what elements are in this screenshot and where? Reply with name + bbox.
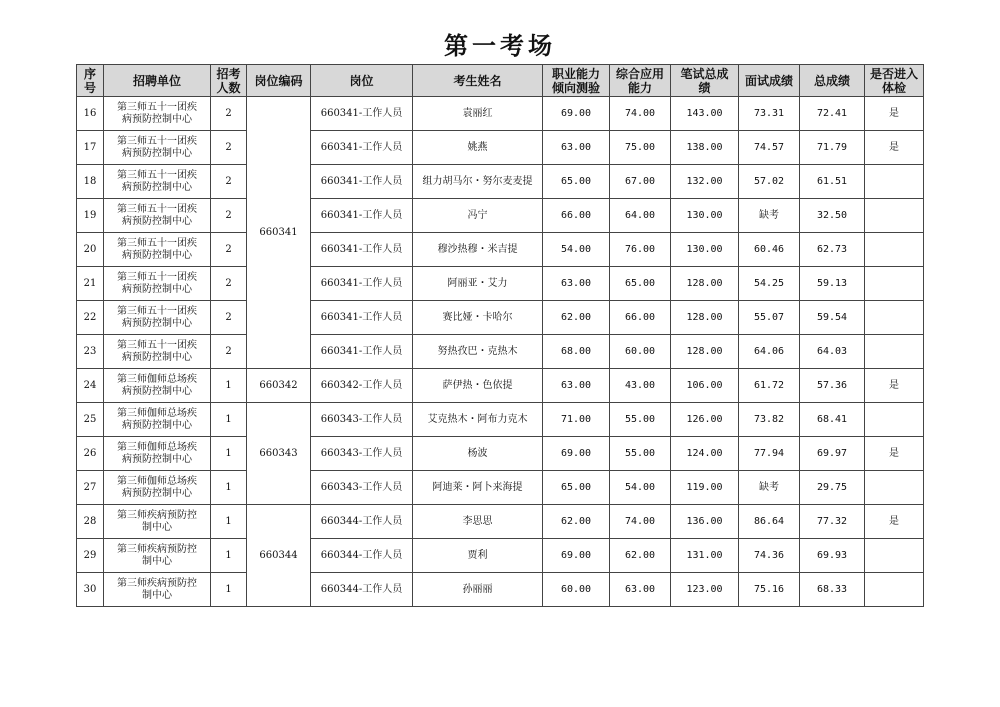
cell-exam: 是: [865, 131, 924, 165]
cell-post: 660341-工作人员: [311, 233, 413, 267]
cell-unit: 第三师疾病预防控 制中心: [104, 539, 211, 573]
cell-applied: 76.00: [610, 233, 671, 267]
cell-aptitude: 63.00: [543, 131, 610, 165]
cell-written: 128.00: [671, 335, 739, 369]
cell-no: 21: [77, 267, 104, 301]
score-table: [76, 64, 924, 607]
cell-code: 660344: [247, 505, 311, 607]
cell-no: 26: [77, 437, 104, 471]
cell-unit: 第三师五十一团疾 病预防控制中心: [104, 301, 211, 335]
cell-name: 贾利: [413, 539, 543, 573]
cell-total: 64.03: [800, 335, 865, 369]
cell-written: 143.00: [671, 97, 739, 131]
cell-post: 660344-工作人员: [311, 505, 413, 539]
cell-aptitude: 69.00: [543, 437, 610, 471]
cell-total: 68.33: [800, 573, 865, 607]
cell-written: 126.00: [671, 403, 739, 437]
cell-no: 29: [77, 539, 104, 573]
cell-count: 2: [211, 165, 247, 199]
cell-applied: 43.00: [610, 369, 671, 403]
table-row: [77, 539, 924, 573]
cell-exam: [865, 335, 924, 369]
cell-no: 24: [77, 369, 104, 403]
cell-applied: 75.00: [610, 131, 671, 165]
cell-exam: [865, 165, 924, 199]
cell-count: 1: [211, 471, 247, 505]
cell-written: 119.00: [671, 471, 739, 505]
cell-code: 660341: [247, 97, 311, 369]
header-aptitude: 职业能力 倾向测验: [543, 65, 610, 97]
cell-total: 32.50: [800, 199, 865, 233]
cell-written: 128.00: [671, 267, 739, 301]
cell-post: 660341-工作人员: [311, 267, 413, 301]
cell-exam: [865, 267, 924, 301]
cell-no: 19: [77, 199, 104, 233]
cell-post: 660341-工作人员: [311, 165, 413, 199]
cell-unit: 第三师伽师总场疾 病预防控制中心: [104, 437, 211, 471]
table-row: [77, 233, 924, 267]
cell-applied: 62.00: [610, 539, 671, 573]
header-unit: 招聘单位: [104, 65, 211, 97]
cell-interview: 64.06: [739, 335, 800, 369]
table-row: [77, 97, 924, 131]
cell-written: 123.00: [671, 573, 739, 607]
cell-aptitude: 65.00: [543, 471, 610, 505]
cell-interview: 缺考: [739, 199, 800, 233]
cell-no: 30: [77, 573, 104, 607]
cell-name: 阿丽亚・艾力: [413, 267, 543, 301]
cell-exam: [865, 471, 924, 505]
table-row: [77, 131, 924, 165]
cell-interview: 57.02: [739, 165, 800, 199]
cell-count: 1: [211, 403, 247, 437]
cell-applied: 63.00: [610, 573, 671, 607]
cell-count: 1: [211, 437, 247, 471]
cell-post: 660341-工作人员: [311, 97, 413, 131]
table-row: [77, 471, 924, 505]
cell-post: 660343-工作人员: [311, 471, 413, 505]
table-row: [77, 403, 924, 437]
header-interview: 面试成绩: [739, 65, 800, 97]
table-row: [77, 165, 924, 199]
cell-count: 2: [211, 131, 247, 165]
cell-count: 1: [211, 539, 247, 573]
cell-unit: 第三师五十一团疾 病预防控制中心: [104, 131, 211, 165]
cell-interview: 74.57: [739, 131, 800, 165]
cell-exam: 是: [865, 505, 924, 539]
cell-total: 29.75: [800, 471, 865, 505]
cell-aptitude: 63.00: [543, 267, 610, 301]
cell-post: 660344-工作人员: [311, 539, 413, 573]
cell-no: 27: [77, 471, 104, 505]
header-code: 岗位编码: [247, 65, 311, 97]
cell-name: 萨伊热・色依提: [413, 369, 543, 403]
cell-written: 130.00: [671, 233, 739, 267]
cell-unit: 第三师伽师总场疾 病预防控制中心: [104, 369, 211, 403]
table-header-row: [77, 65, 924, 97]
cell-name: 努热孜巴・克热木: [413, 335, 543, 369]
cell-interview: 60.46: [739, 233, 800, 267]
cell-aptitude: 62.00: [543, 301, 610, 335]
cell-name: 冯宁: [413, 199, 543, 233]
cell-post: 660341-工作人员: [311, 335, 413, 369]
cell-applied: 54.00: [610, 471, 671, 505]
cell-post: 660343-工作人员: [311, 437, 413, 471]
cell-total: 77.32: [800, 505, 865, 539]
cell-applied: 60.00: [610, 335, 671, 369]
cell-exam: [865, 233, 924, 267]
cell-no: 17: [77, 131, 104, 165]
cell-unit: 第三师五十一团疾 病预防控制中心: [104, 335, 211, 369]
cell-exam: [865, 199, 924, 233]
cell-aptitude: 71.00: [543, 403, 610, 437]
cell-interview: 75.16: [739, 573, 800, 607]
cell-aptitude: 68.00: [543, 335, 610, 369]
cell-count: 1: [211, 369, 247, 403]
cell-unit: 第三师疾病预防控 制中心: [104, 505, 211, 539]
cell-count: 2: [211, 97, 247, 131]
cell-unit: 第三师五十一团疾 病预防控制中心: [104, 97, 211, 131]
cell-no: 20: [77, 233, 104, 267]
cell-post: 660341-工作人员: [311, 301, 413, 335]
cell-name: 组力胡马尔・努尔麦麦提: [413, 165, 543, 199]
cell-total: 69.93: [800, 539, 865, 573]
cell-applied: 64.00: [610, 199, 671, 233]
cell-no: 16: [77, 97, 104, 131]
cell-unit: 第三师五十一团疾 病预防控制中心: [104, 165, 211, 199]
cell-aptitude: 54.00: [543, 233, 610, 267]
cell-interview: 73.82: [739, 403, 800, 437]
cell-no: 23: [77, 335, 104, 369]
cell-total: 71.79: [800, 131, 865, 165]
cell-name: 杨波: [413, 437, 543, 471]
header-no: 序 号: [77, 65, 104, 97]
header-written: 笔试总成 绩: [671, 65, 739, 97]
cell-name: 阿迪莱・阿卜来海提: [413, 471, 543, 505]
cell-name: 艾克热木・阿布力克木: [413, 403, 543, 437]
cell-no: 28: [77, 505, 104, 539]
cell-total: 68.41: [800, 403, 865, 437]
cell-interview: 86.64: [739, 505, 800, 539]
cell-count: 2: [211, 233, 247, 267]
cell-no: 18: [77, 165, 104, 199]
cell-total: 57.36: [800, 369, 865, 403]
cell-unit: 第三师五十一团疾 病预防控制中心: [104, 199, 211, 233]
cell-aptitude: 63.00: [543, 369, 610, 403]
cell-interview: 缺考: [739, 471, 800, 505]
cell-exam: [865, 403, 924, 437]
cell-no: 25: [77, 403, 104, 437]
cell-total: 62.73: [800, 233, 865, 267]
header-name: 考生姓名: [413, 65, 543, 97]
cell-unit: 第三师伽师总场疾 病预防控制中心: [104, 403, 211, 437]
table-row: [77, 335, 924, 369]
cell-interview: 73.31: [739, 97, 800, 131]
table-row: [77, 267, 924, 301]
cell-code: 660343: [247, 403, 311, 505]
cell-name: 袁丽红: [413, 97, 543, 131]
cell-exam: 是: [865, 369, 924, 403]
cell-applied: 74.00: [610, 97, 671, 131]
cell-aptitude: 65.00: [543, 165, 610, 199]
cell-written: 131.00: [671, 539, 739, 573]
cell-no: 22: [77, 301, 104, 335]
cell-written: 132.00: [671, 165, 739, 199]
table-row: [77, 301, 924, 335]
cell-count: 1: [211, 573, 247, 607]
cell-name: 姚燕: [413, 131, 543, 165]
table-row: [77, 505, 924, 539]
cell-total: 59.13: [800, 267, 865, 301]
cell-interview: 74.36: [739, 539, 800, 573]
cell-post: 660342-工作人员: [311, 369, 413, 403]
cell-written: 128.00: [671, 301, 739, 335]
cell-applied: 67.00: [610, 165, 671, 199]
cell-name: 赛比娅・卡哈尔: [413, 301, 543, 335]
cell-exam: 是: [865, 97, 924, 131]
cell-unit: 第三师伽师总场疾 病预防控制中心: [104, 471, 211, 505]
table-row: [77, 573, 924, 607]
cell-total: 69.97: [800, 437, 865, 471]
cell-code: 660342: [247, 369, 311, 403]
cell-name: 穆沙热穆・米吉提: [413, 233, 543, 267]
cell-name: 孙丽丽: [413, 573, 543, 607]
cell-interview: 77.94: [739, 437, 800, 471]
cell-total: 59.54: [800, 301, 865, 335]
cell-aptitude: 69.00: [543, 97, 610, 131]
cell-written: 136.00: [671, 505, 739, 539]
cell-post: 660341-工作人员: [311, 131, 413, 165]
cell-interview: 61.72: [739, 369, 800, 403]
cell-post: 660343-工作人员: [311, 403, 413, 437]
cell-applied: 55.00: [610, 403, 671, 437]
cell-count: 2: [211, 301, 247, 335]
cell-count: 2: [211, 335, 247, 369]
cell-post: 660344-工作人员: [311, 573, 413, 607]
table-row: [77, 199, 924, 233]
header-count: 招考 人数: [211, 65, 247, 97]
cell-exam: [865, 301, 924, 335]
cell-applied: 55.00: [610, 437, 671, 471]
table-body: [77, 97, 924, 607]
table-row: [77, 369, 924, 403]
header-applied: 综合应用 能力: [610, 65, 671, 97]
cell-aptitude: 66.00: [543, 199, 610, 233]
cell-exam: [865, 539, 924, 573]
cell-unit: 第三师五十一团疾 病预防控制中心: [104, 267, 211, 301]
cell-written: 138.00: [671, 131, 739, 165]
cell-total: 72.41: [800, 97, 865, 131]
cell-unit: 第三师五十一团疾 病预防控制中心: [104, 233, 211, 267]
cell-written: 106.00: [671, 369, 739, 403]
header-post: 岗位: [311, 65, 413, 97]
table-row: [77, 437, 924, 471]
cell-count: 2: [211, 267, 247, 301]
cell-post: 660341-工作人员: [311, 199, 413, 233]
cell-aptitude: 62.00: [543, 505, 610, 539]
cell-count: 2: [211, 199, 247, 233]
cell-interview: 54.25: [739, 267, 800, 301]
cell-unit: 第三师疾病预防控 制中心: [104, 573, 211, 607]
cell-applied: 74.00: [610, 505, 671, 539]
cell-aptitude: 69.00: [543, 539, 610, 573]
cell-applied: 66.00: [610, 301, 671, 335]
cell-name: 李思思: [413, 505, 543, 539]
cell-written: 130.00: [671, 199, 739, 233]
cell-interview: 55.07: [739, 301, 800, 335]
header-exam: 是否进入 体检: [865, 65, 924, 97]
cell-exam: [865, 573, 924, 607]
cell-aptitude: 60.00: [543, 573, 610, 607]
cell-count: 1: [211, 505, 247, 539]
cell-exam: 是: [865, 437, 924, 471]
cell-applied: 65.00: [610, 267, 671, 301]
cell-written: 124.00: [671, 437, 739, 471]
page-title: 第一考场: [444, 31, 556, 60]
header-total: 总成绩: [800, 65, 865, 97]
cell-total: 61.51: [800, 165, 865, 199]
